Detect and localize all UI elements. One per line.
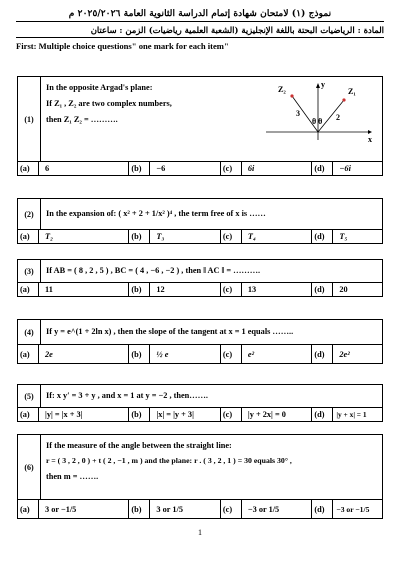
option-label: (a) [18,283,39,296]
exam-header [16,8,384,51]
option-value: 20 [339,285,348,294]
question-number: (3) [18,260,41,282]
option-value: ½ e [150,345,221,363]
z2-label: Z₂ [278,85,286,94]
question-stem: If AB = ( 8 , 2 , 5 ) , BC = ( 4 , −6 , −2 ) , then ‖ AC ‖ = ………. [46,266,261,276]
question-stem [41,77,382,161]
option-a[interactable] [18,345,129,363]
option-value: 2e² [339,349,350,359]
option-value: 6i [242,162,313,175]
stem-line: If the measure of the angle between the straight line: [46,441,232,450]
question-3 [17,259,383,297]
option-c[interactable] [221,408,313,421]
options-row [18,345,382,363]
option-label: (b) [129,230,150,243]
option-value: −3 or −1/5 [336,504,370,514]
option-b[interactable] [129,345,221,363]
option-label: (a) [18,345,39,363]
option-c[interactable] [221,162,313,175]
option-label: (b) [129,345,150,363]
question-4 [17,319,383,364]
option-value: 3 or −1/5 [39,500,129,518]
option-a[interactable] [18,408,129,421]
option-value: T₂ [39,230,129,243]
option-label: (a) [18,230,39,243]
stem-line: If Z₁ , Z₂ are two complex numbers, [46,98,172,108]
options-row [18,408,382,421]
option-value: 3 or 1/5 [150,500,221,518]
option-a[interactable] [18,283,129,296]
option-d[interactable] [312,500,382,518]
stem-line: r = ( 3 , 2 , 0 ) + t ( 2 , −1 , m ) and the plane: r . ( 3 , 2 , 1 ) = 30 equals 30° , [46,455,292,465]
option-label: (c) [221,500,242,518]
exam-subject-line: المادة : الرياضيات البحتة باللغة الإنجليزية (الشعبة العلمية رياضيات) الزمن : ساعتان [16,22,384,38]
option-label: (a) [18,408,39,421]
option-a[interactable] [18,500,129,518]
stem-line: then m = ……. [46,471,99,481]
x-axis-label: x [368,135,372,142]
question-5 [17,384,383,422]
question-stem: In the expansion of: ( x² + 2 + 1/x² )⁴ , the term free of x is …… [46,209,266,219]
option-value: 2e [39,345,129,363]
option-value: −6i [339,164,351,173]
option-label: (c) [221,345,242,363]
option-value: −6 [150,162,221,175]
options-row [18,500,382,518]
option-value: |x| = |y + 3| [150,408,221,421]
options-row [18,162,382,175]
stem-line: In the opposite Argad's plane: [46,83,153,92]
option-label: (d) [312,230,333,243]
section-title: First: Multiple choice questions" one mark for each item" [16,41,229,51]
option-b[interactable] [129,230,221,243]
option-value: |y| = |x + 3| [39,408,129,421]
z1-label: Z₁ [348,87,356,96]
option-d[interactable] [312,162,382,175]
argand-diagram [256,80,376,142]
option-d[interactable] [312,345,382,363]
option-label: (a) [18,162,39,175]
option-label: (b) [129,500,150,518]
option-value: 12 [150,283,221,296]
option-label: (d) [312,162,333,175]
option-value: 13 [242,283,313,296]
option-label: (b) [129,283,150,296]
option-d[interactable] [312,230,382,243]
length-2-label: 2 [336,113,340,122]
option-value: T₄ [242,230,313,243]
option-value: T₃ [150,230,221,243]
option-label: (d) [312,408,333,421]
option-b[interactable] [129,408,221,421]
option-label: (d) [312,283,333,296]
option-b[interactable] [129,500,221,518]
option-label: (c) [221,408,242,421]
option-d[interactable] [312,283,382,296]
option-d[interactable] [312,408,382,421]
option-c[interactable] [221,500,313,518]
question-6 [17,434,383,519]
options-row [18,230,382,243]
question-stem [41,435,382,499]
option-b[interactable] [129,162,221,175]
question-number: (5) [18,385,41,407]
option-value: |y + x| = 1 [336,410,367,419]
question-number: (1) [18,77,41,161]
option-c[interactable] [221,283,313,296]
exam-title: نموذج (١) لامتحان شهادة إتمام الدراسة الثانوية العامة ٢٠٢٥/٢٠٢٦ م [16,8,384,22]
option-a[interactable] [18,230,129,243]
option-value: −3 or 1/5 [242,500,313,518]
question-stem: If: x y′ = 3 + y , and x = 1 at y = −2 , then……. [46,391,208,401]
option-label: (b) [129,408,150,421]
theta-labels: θ θ [312,117,323,126]
option-value: 6 [39,162,129,175]
option-c[interactable] [221,230,313,243]
option-value: T₅ [339,232,348,241]
option-label: (c) [221,283,242,296]
question-number: (4) [18,320,41,344]
option-c[interactable] [221,345,313,363]
option-value: |y + 2x| = 0 [242,408,313,421]
question-stem: If y = e^(1 + 2ln x) , then the slope of the tangent at x = 1 equals …….. [46,327,294,337]
option-label: (c) [221,230,242,243]
question-2 [17,198,383,244]
option-label: (a) [18,500,39,518]
stem-line: then Z₁ Z₂ = ………. [46,114,118,124]
option-label: (d) [312,500,333,518]
option-value: e² [242,345,313,363]
option-label: (b) [129,162,150,175]
y-axis-label: y [321,80,325,89]
question-number: (6) [18,435,41,499]
option-label: (d) [312,345,333,363]
option-value: 11 [39,283,129,296]
question-1 [17,76,383,176]
question-number: (2) [18,199,41,229]
option-b[interactable] [129,283,221,296]
option-label: (c) [221,162,242,175]
options-row [18,283,382,296]
length-3-label: 3 [296,109,300,118]
option-a[interactable] [18,162,129,175]
page-number: 1 [198,528,202,537]
